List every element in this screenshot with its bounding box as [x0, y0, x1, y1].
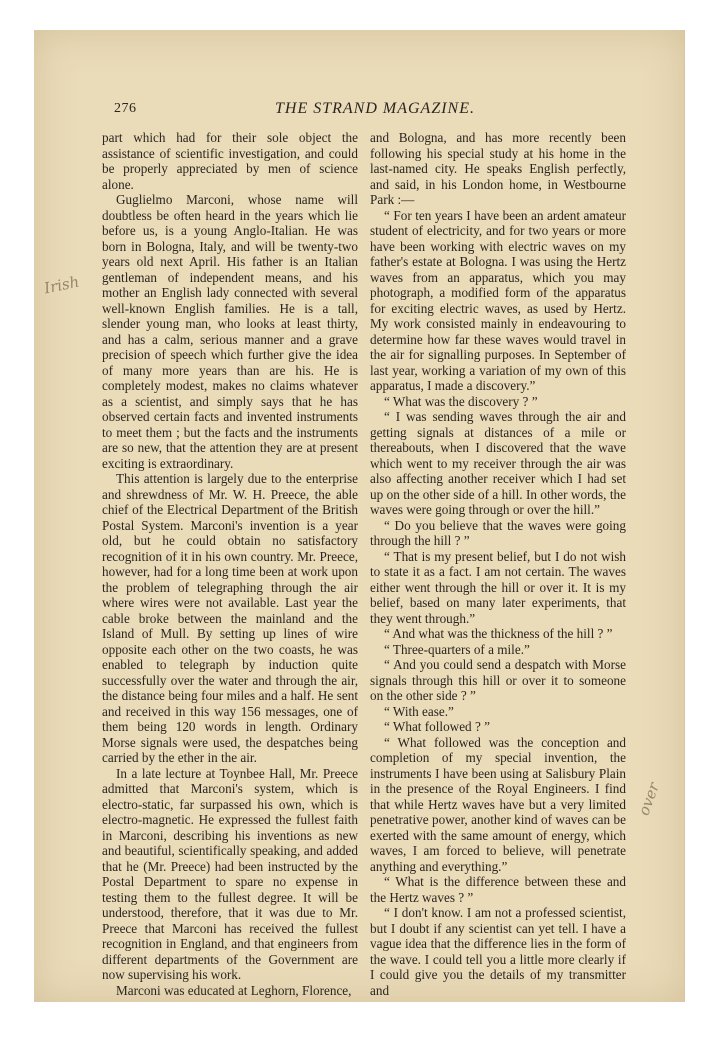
- paragraph: In a late lecture at Toynbee Hall, Mr. Preece admitted that Marconi's system, which is electro-static, far surpassed his own, which is electro-magnetic. He expressed the fullest faith in Marconi, describing his inventions as new and beautiful, scientifically speaking, and added that he (Mr. Preece) had been instructed by the Postal Department to spare no expense in testing them to the fullest degree. It will be understood, therefore, that it was due to Mr. Preece that Marconi has received the fullest recognition in England, and that engineers from different departments of the Government are now supervising his work.: [102, 765, 358, 982]
- paragraph: “ What is the difference between these and the Hertz waves ? ”: [370, 874, 626, 905]
- paragraph: “ And you could send a despatch with Morse signals through this hill or over it to someone on the other side ? ”: [370, 657, 626, 703]
- paragraph: “ What followed was the conception and completion of my special invention, the instruments I have been using at Salisbury Plain in the presence of the Royal Engineers. I find that while Hertz waves have but a very limited penetrative power, another kind of waves can be exerted with the same amount of energy, which waves, I am forced to believe, will penetrate anything and everything.”: [370, 734, 626, 874]
- paragraph: “ For ten years I have been an ardent amateur student of electricity, and for two years or more have been working with electric waves on my father's estate at Bologna. I was using the Hertz waves from an apparatus, which you may photograph, a modified form of the apparatus for exciting electric waves, as used by Hertz. My work consisted mainly in endeavouring to determine how far these waves would travel in the air for signalling purposes. In September of last year, working a variation of my own of this apparatus, I made a discovery.”: [370, 207, 626, 393]
- paragraph: “ I was sending waves through the air and getting signals at distances of a mile or thereabouts, when I discovered that the wave which went to my receiver through the air was also affecting another receiver which I had set up on the other side of a hill. In other words, the waves were going through or over the hill.”: [370, 409, 626, 517]
- paragraph: This attention is largely due to the enterprise and shrewdness of Mr. W. H. Preece, the able chief of the Electrical Department of the British Postal System. Marconi's invention is a year old, but he could obtain no satisfactory recognition of it in his own country. Mr. Preece, however, had for a long time been at work upon the problem of telegraphing through the air where wires were not available. Last year the cable broke between the mainland and the Island of Mull. By setting up lines of wire opposite each other on the two coasts, he was enabled to telegraph by induction quite successfully over the water and through the air, the distance being four miles and a half. He sent and received in this way 156 messages, one of them being 120 words in length. Ordinary Morse signals were used, the despatches being carried by the ether in the air.: [102, 471, 358, 765]
- page-header: [114, 101, 636, 123]
- paragraph: “ I don't know. I am not a professed scientist, but I doubt if any scientist can yet tell. I have a vague idea that the difference lies in the form of the wave. I could tell you a little more clearly if I could give you the details of my transmitter and: [370, 905, 626, 998]
- paragraph: “ Do you believe that the waves were going through the hill ? ”: [370, 517, 626, 548]
- paragraph: “ Three-quarters of a mile.”: [384, 641, 530, 657]
- paragraph: and Bologna, and has more recently been following his special study at his home in the last-named city. He speaks English perfectly, and said, in his London home, in Westbourne Park :—: [370, 130, 626, 207]
- page-number: 276: [114, 101, 137, 116]
- handwritten-margin-note-left: Irish: [42, 272, 81, 298]
- paragraph: “ And what was the thickness of the hill ? ”: [384, 626, 613, 641]
- paragraph: “ With ease.”: [384, 703, 454, 719]
- paragraph: “ That is my present belief, but I do not wish to state it as a fact. I am not certain. The waves either went through the hill or over it. It is my belief, based on many later experiments, that they went through.”: [370, 548, 626, 626]
- paragraph: “ What was the discovery ? ”: [384, 393, 538, 409]
- paragraph: “ What followed ? ”: [384, 719, 490, 734]
- text-column-left: [102, 130, 358, 998]
- paragraph: Marconi was educated at Leghorn, Florence,: [116, 982, 352, 998]
- handwritten-margin-note-right: over: [634, 780, 663, 818]
- text-column-right: [370, 130, 626, 998]
- paragraph: Guglielmo Marconi, whose name will doubtless be often heard in the years which lie before us, is a young Anglo-Italian. He was born in Bologna, Italy, and will be twenty-two years old next April. His father is an Italian gentleman of independent means, and his mother an English lady connected with several well-known English families. He is a tall, slender young man, who looks at least thirty, and has a calm, serious manner and a grave precision of speech which further give the idea of many more years than are his. He is completely modest, makes no claims whatever as a scientist, and simply says that he has observed certain facts and invented instruments to meet them ; but the facts and the instruments are so new, that the attention they are at present exciting is extraordinary.: [102, 192, 358, 471]
- paragraph: part which had for their sole object the assistance of scientific investigation, and could be properly appreciated by men of science alone.: [102, 130, 358, 192]
- running-title: THE STRAND MAGAZINE.: [275, 100, 475, 117]
